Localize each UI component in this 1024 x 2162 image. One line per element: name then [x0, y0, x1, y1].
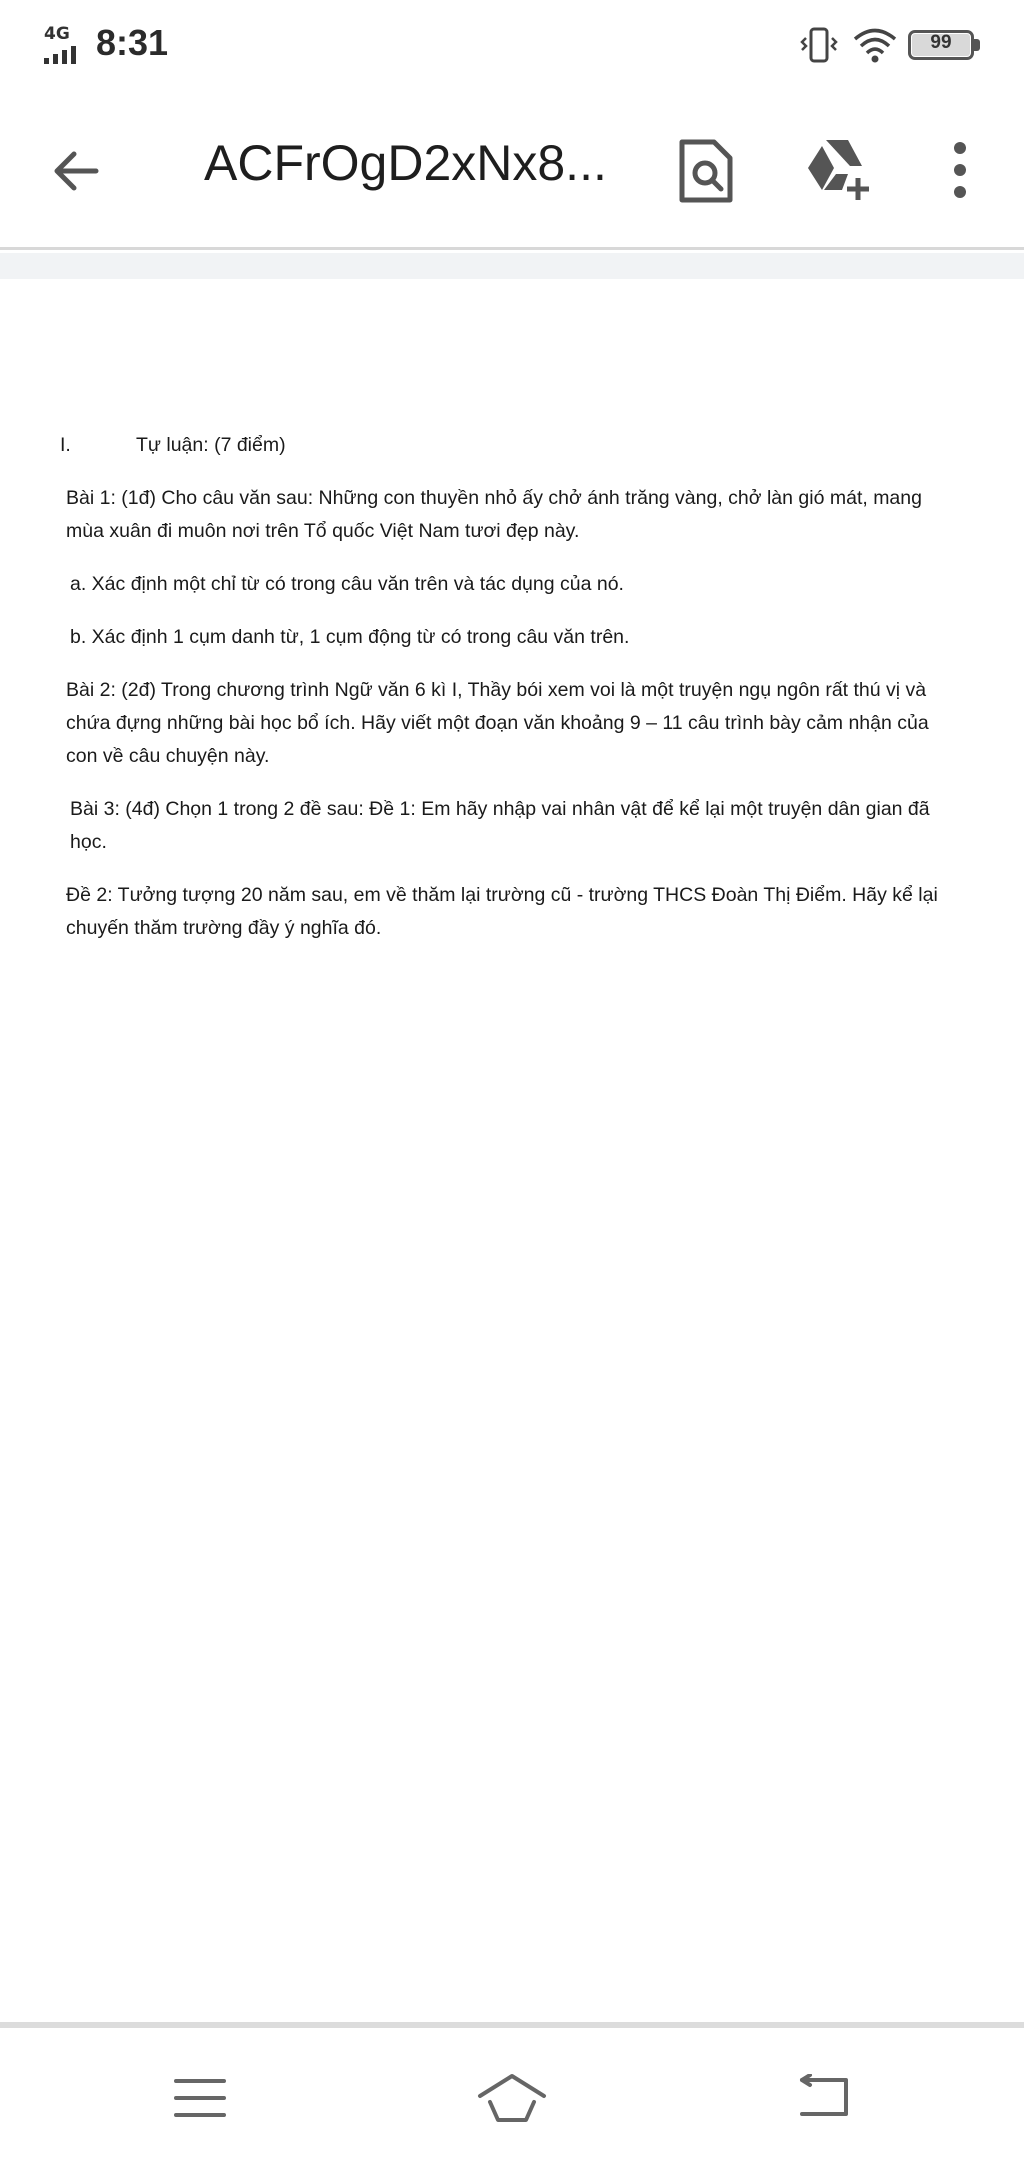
- section-heading: [60, 429, 965, 462]
- question-3-topic-2: Đề 2: Tưởng tượng 20 năm sau, em về thăm lại trường cũ - trường THCS Đoàn Thị Điểm. Hãy kể lại chuyến thăm trường đầy ý nghĩa đó.: [66, 884, 938, 939]
- system-nav-bar: [0, 2028, 1024, 2162]
- document-page[interactable]: [0, 279, 1024, 2022]
- network-type: 4G: [44, 24, 70, 44]
- question-2: Bài 2: (2đ) Trong chương trình Ngữ văn 6 kì I, Thầy bói xem voi là một truyện ngụ ngôn rất thú vị và chứa đựng những bài học bổ ích. Hãy viết một đoạn văn khoảng 9 – 11 câu trình bày cảm nhận của con về câu chuyện này.: [66, 679, 929, 767]
- battery-icon: [908, 30, 980, 60]
- app-bar: [0, 92, 1024, 250]
- back-icon[interactable]: [794, 2074, 854, 2120]
- more-vert-icon[interactable]: [940, 136, 980, 206]
- vibrate-icon: [800, 26, 838, 66]
- home-icon[interactable]: [476, 2072, 548, 2124]
- question-1: Bài 1: (1đ) Cho câu văn sau: Những con thuyền nhỏ ấy chở ánh trăng vàng, chở làn gió mát, mang mùa xuân đi muôn nơi trên Tổ quốc Việt Nam tươi đẹp này.: [66, 487, 922, 542]
- find-in-page-icon[interactable]: [676, 138, 736, 204]
- drive-add-icon[interactable]: [804, 134, 874, 204]
- question-1b: b. Xác định 1 cụm danh từ, 1 cụm động từ có trong câu văn trên.: [70, 626, 630, 648]
- status-time: 8:31: [96, 22, 169, 63]
- menu-icon[interactable]: [172, 2076, 228, 2120]
- question-3: Bài 3: (4đ) Chọn 1 trong 2 đề sau: Đề 1: Em hãy nhập vai nhân vật để kể lại một truyện dân gian đã học.: [70, 798, 930, 853]
- back-arrow-icon[interactable]: [44, 136, 114, 206]
- wifi-icon: [852, 26, 898, 64]
- heading-number: I.: [60, 434, 71, 456]
- battery-level: 99: [930, 32, 952, 53]
- document-title: ACFrOgD2xNx8...: [204, 135, 607, 191]
- document-content: [60, 429, 965, 965]
- status-bar: [0, 0, 1024, 92]
- heading-text: Tự luận: (7 điểm): [136, 434, 286, 456]
- doc-top-divider: [0, 253, 1024, 279]
- signal-icon: [44, 24, 86, 64]
- question-1a: a. Xác định một chỉ từ có trong câu văn trên và tác dụng của nó.: [70, 573, 624, 595]
